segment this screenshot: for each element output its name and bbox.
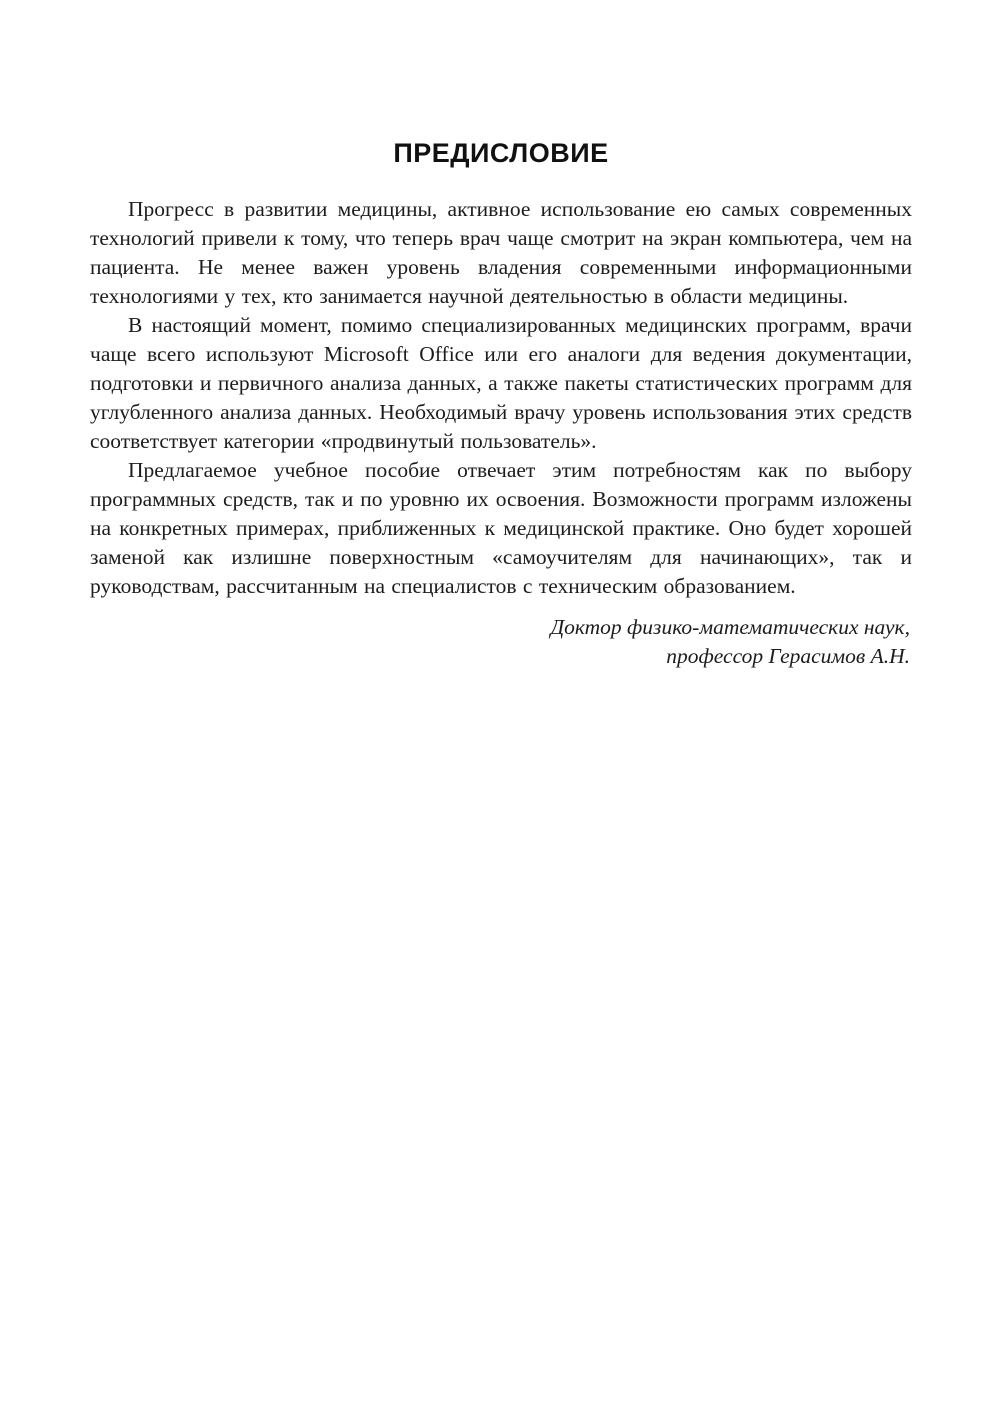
page-content [90,138,912,671]
paragraph-3: Предлагаемое учебное пособие отвечает этим потребностям как по выбору программных средств, так и по уровню их освоения. Возможности программ изложены на конкретных примерах, приближенных к медицинской практике. Оно будет хорошей заменой как излишне поверхностным «самоучителям для начинающих», так и руководствам, рассчитанным на специалистов с техническим образованием. [90,458,912,598]
page-title: ПРЕДИСЛОВИЕ [393,138,609,168]
paragraph-1: Прогресс в развитии медицины, активное использование ею самых современных технологий привели к тому, что теперь врач чаще смотрит на экран компьютера, чем на пациента. Не менее важен уровень владения современными информационными технологиями у тех, кто занимается научной деятельностью в области медицины. [90,197,912,308]
preface-body [90,195,912,601]
paragraph-2: В настоящий момент, помимо специализированных медицинских программ, врачи чаще всего используют Microsoft Office или его аналоги для ведения документации, подготовки и первичного анализа данных, а также пакеты статистических программ для углубленного анализа данных. Необходимый врачу уровень использования этих средств соответствует категории «продвинутый пользователь». [90,313,912,453]
signature-line-2: профессор Герасимов А.Н. [666,644,910,668]
author-signature [90,613,912,671]
signature-line-1: Доктор физико-математических наук, [550,615,910,639]
